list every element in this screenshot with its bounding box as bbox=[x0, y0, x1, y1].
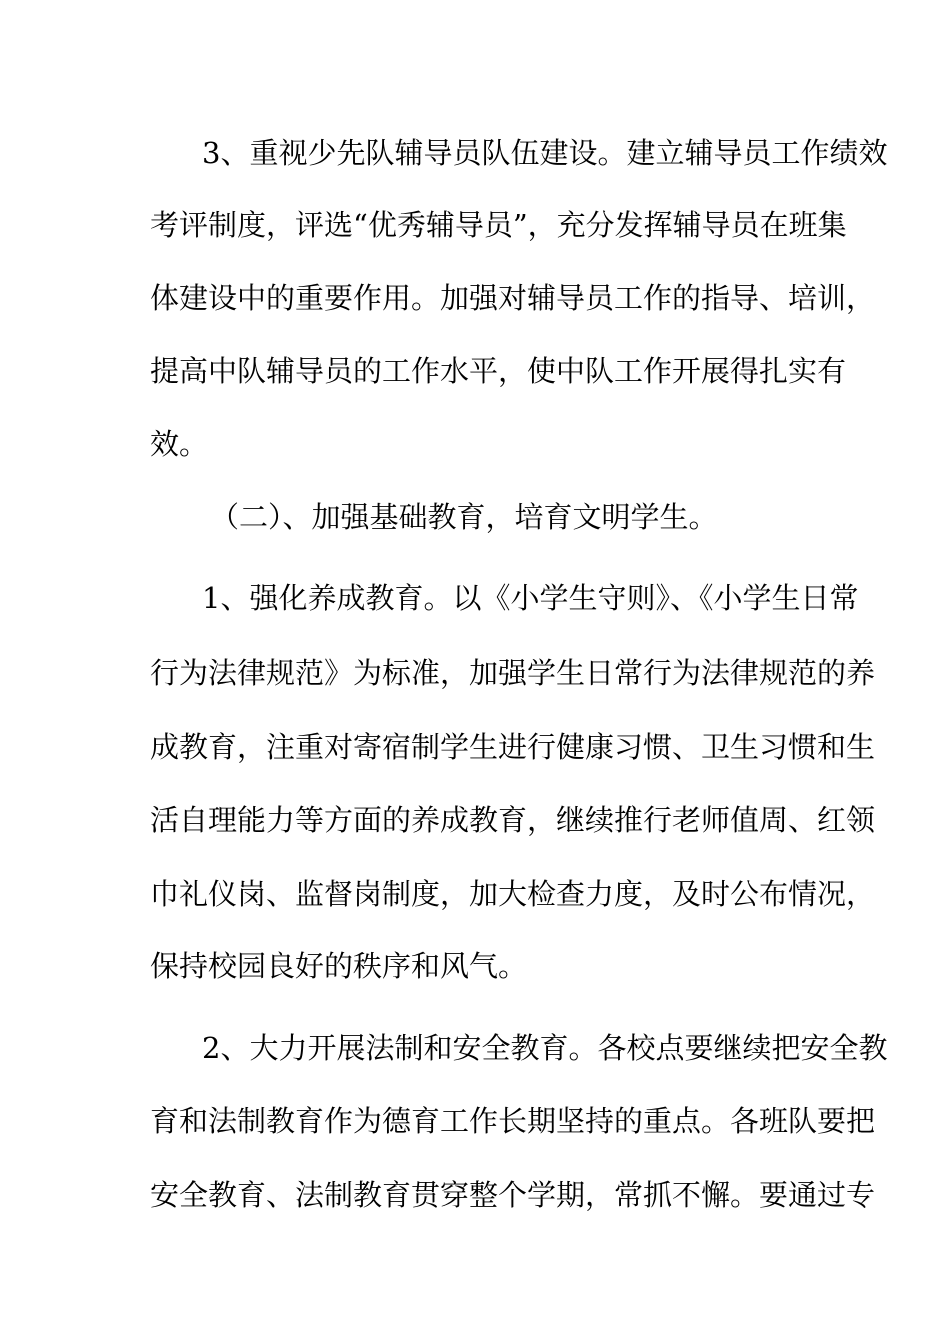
paragraph-3-line-3: 体建设中的重要作用。加强对辅导员工作的指导、培训， bbox=[150, 281, 876, 315]
section-heading: （二）、加强基础教育，培育文明学生。 bbox=[210, 500, 718, 534]
paragraph-1-line-1: 1、强化养成教育。以《小学生守则》、《小学生日常 bbox=[202, 581, 859, 615]
paragraph-3-line-5: 效。 bbox=[150, 427, 209, 461]
paragraph-1-line-4: 活自理能力等方面的养成教育，继续推行老师值周、红领 bbox=[150, 803, 876, 837]
paragraph-2-line-2: 育和法制教育作为德育工作长期坚持的重点。各班队要把 bbox=[150, 1104, 876, 1138]
paragraph-2-line-1: 2、大力开展法制和安全教育。各校点要继续把安全教 bbox=[202, 1031, 888, 1065]
paragraph-3-line-4: 提高中队辅导员的工作水平，使中队工作开展得扎实有 bbox=[150, 354, 847, 388]
paragraph-1-line-3: 成教育，注重对寄宿制学生进行健康习惯、卫生习惯和生 bbox=[150, 730, 876, 764]
paragraph-2-line-3: 安全教育、法制教育贯穿整个学期，常抓不懈。要通过专 bbox=[150, 1178, 876, 1212]
paragraph-3-line-1: 3、重视少先队辅导员队伍建设。建立辅导员工作绩效 bbox=[202, 136, 888, 170]
paragraph-1-line-5: 巾礼仪岗、监督岗制度，加大检查力度，及时公布情况， bbox=[150, 877, 876, 911]
paragraph-1-line-2: 行为法律规范》为标准，加强学生日常行为法律规范的养 bbox=[150, 656, 876, 690]
paragraph-3-line-2: 考评制度，评选“优秀辅导员”，充分发挥辅导员在班集 bbox=[150, 208, 847, 242]
paragraph-1-line-6: 保持校园良好的秩序和风气。 bbox=[150, 949, 528, 983]
